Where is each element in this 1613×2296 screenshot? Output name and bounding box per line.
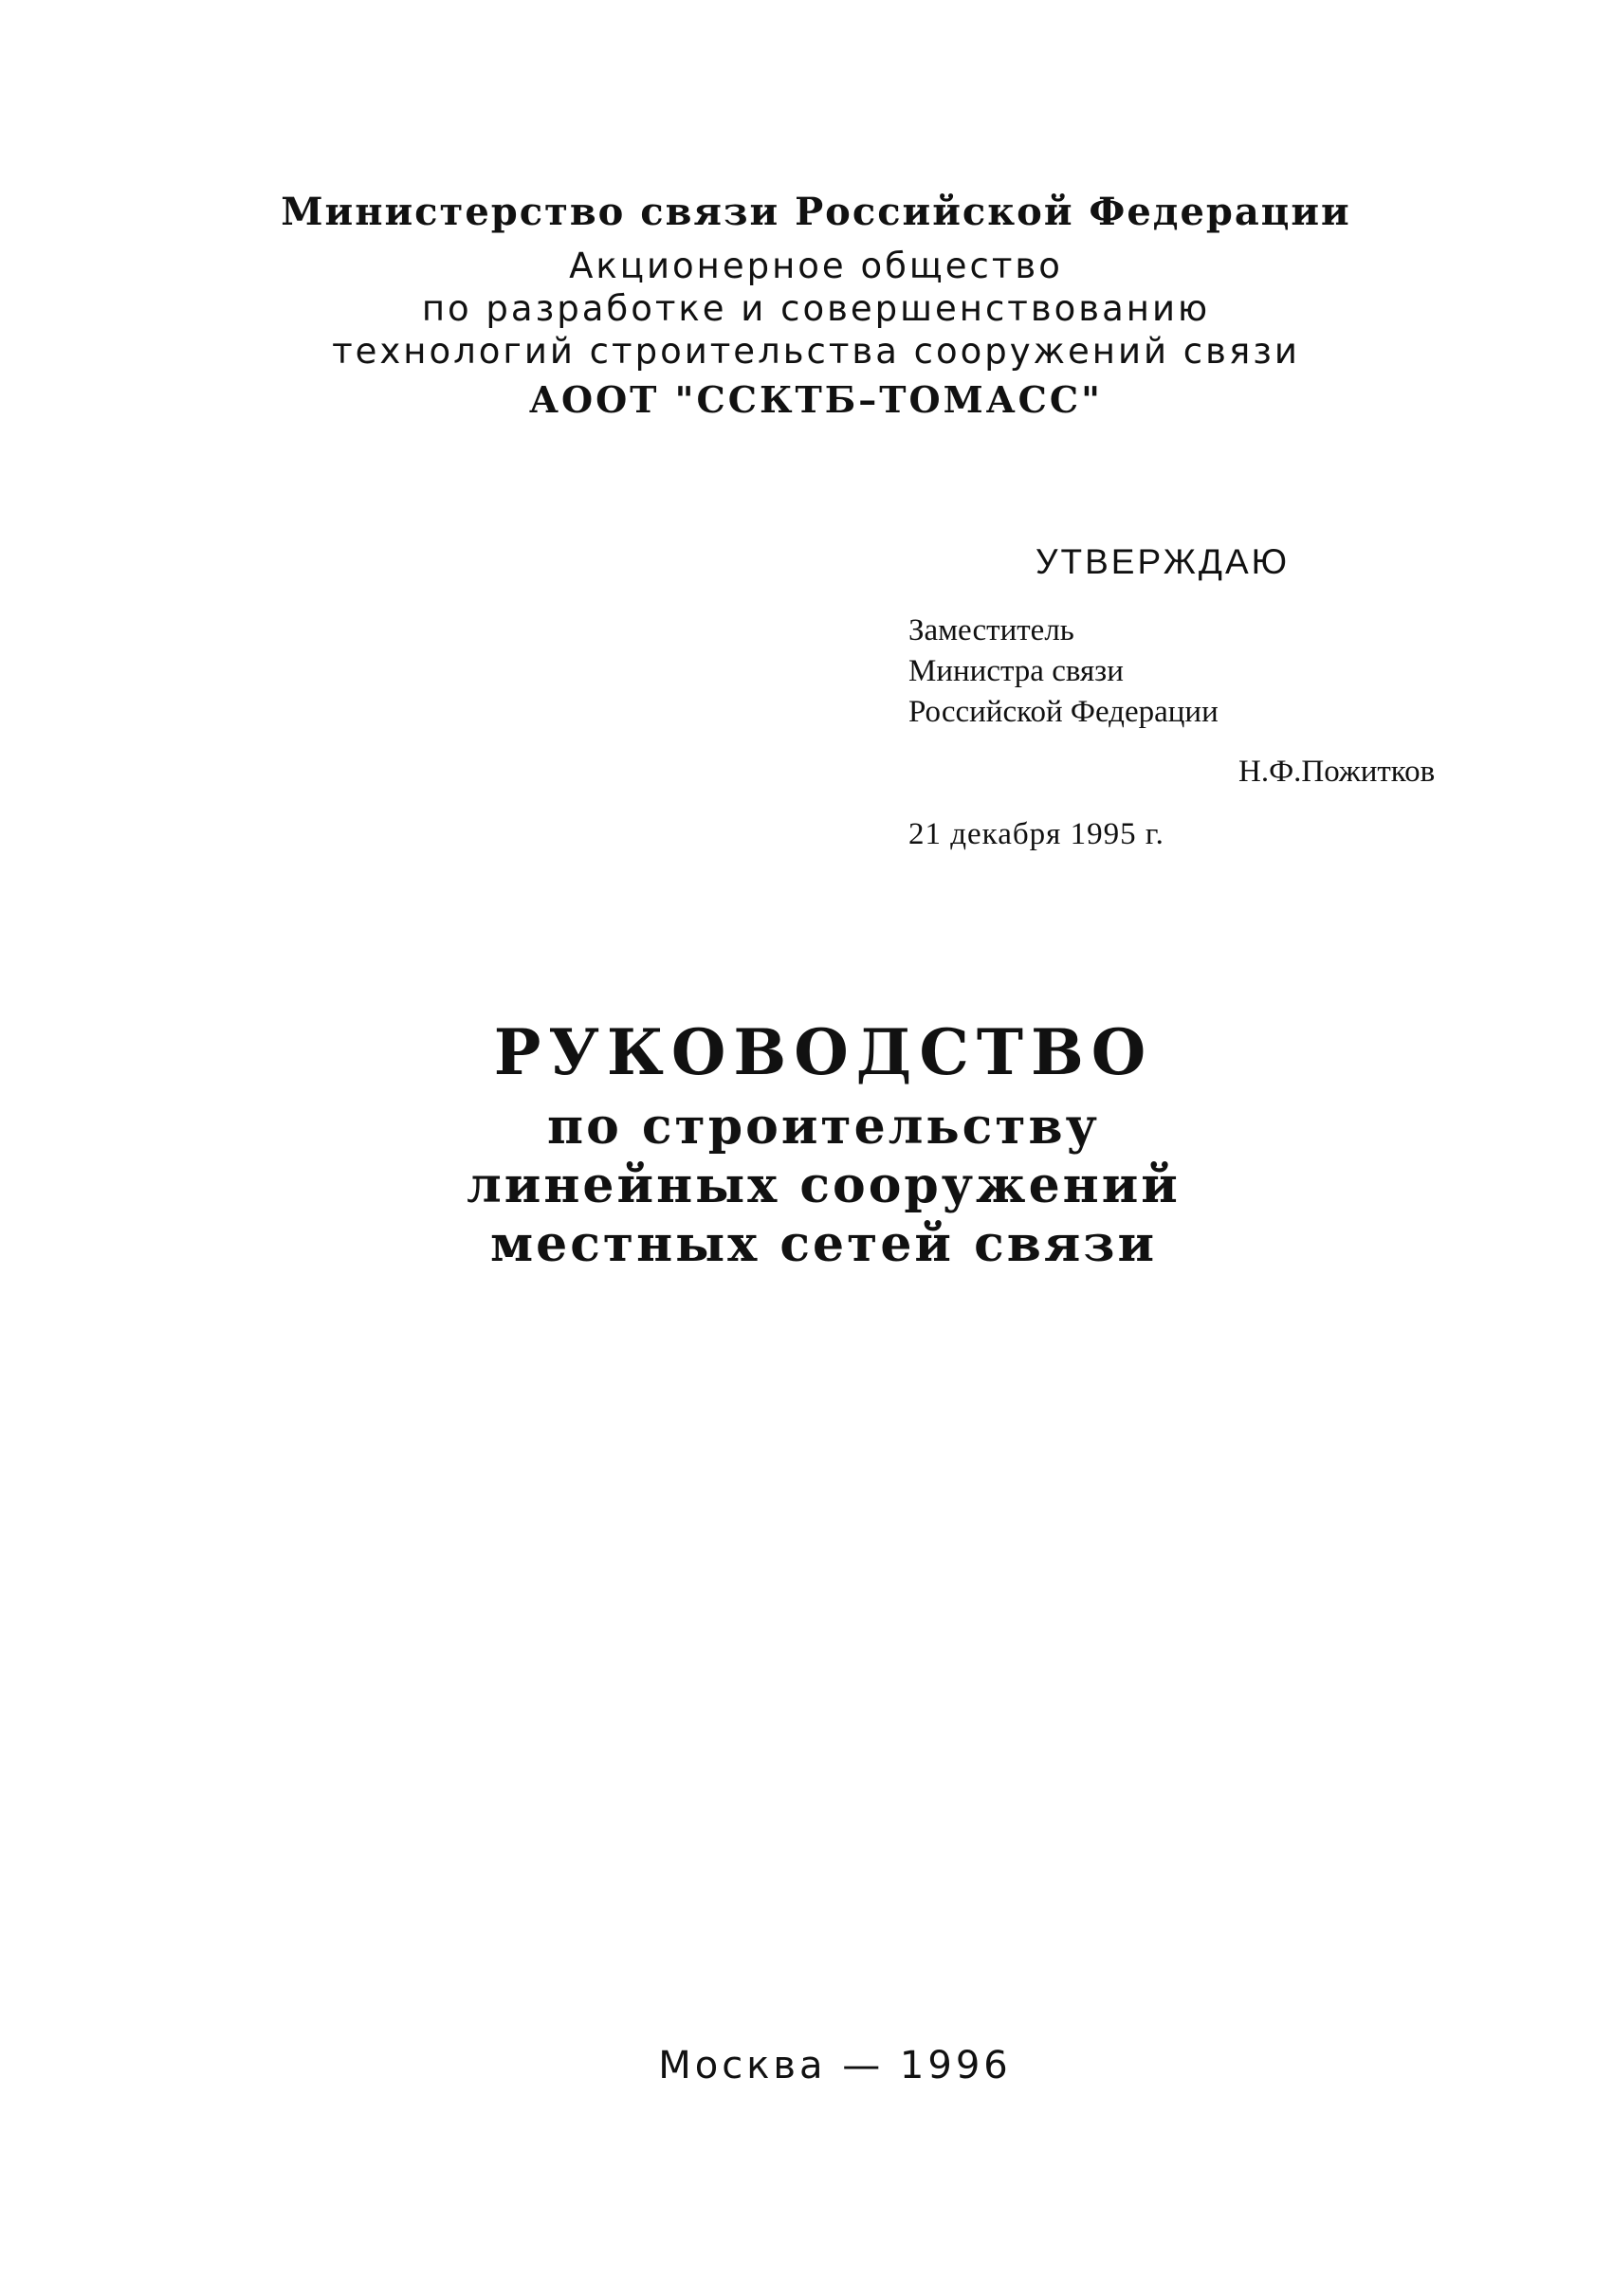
org-description-line: Акционерное общество [569, 246, 1063, 286]
approval-date: 21 декабря 1995 г. [908, 817, 1164, 851]
document-title: РУКОВОДСТВО [493, 1015, 1154, 1089]
approval-position [908, 610, 1219, 733]
org-description-line: технологий строительства сооружений связи [332, 331, 1300, 372]
approval-position-line: Российской Федерации [908, 695, 1219, 729]
document-subtitle-line: линейных сооружений [467, 1157, 1181, 1214]
ministry-name: Министерство связи Российской Федерации [281, 190, 1351, 234]
org-description-line: по разработке и совершенствованию [421, 288, 1211, 329]
document-title-block [0, 1014, 1613, 1274]
approval-title: УТВЕРЖДАЮ [1036, 542, 1291, 581]
document-subtitle-line: местных сетей связи [489, 1215, 1158, 1273]
approval-position-line: Заместитель [908, 613, 1074, 647]
org-name: АООТ "ССКТБ–ТОМАСС" [529, 378, 1103, 421]
approval-signer: Н.Ф.Пожитков [1238, 755, 1436, 789]
header-block [0, 186, 1613, 426]
place-year: Москва — 1996 [658, 2044, 1012, 2087]
approval-position-line: Министра связи [908, 654, 1124, 688]
document-subtitle-line: по строительству [547, 1098, 1100, 1156]
